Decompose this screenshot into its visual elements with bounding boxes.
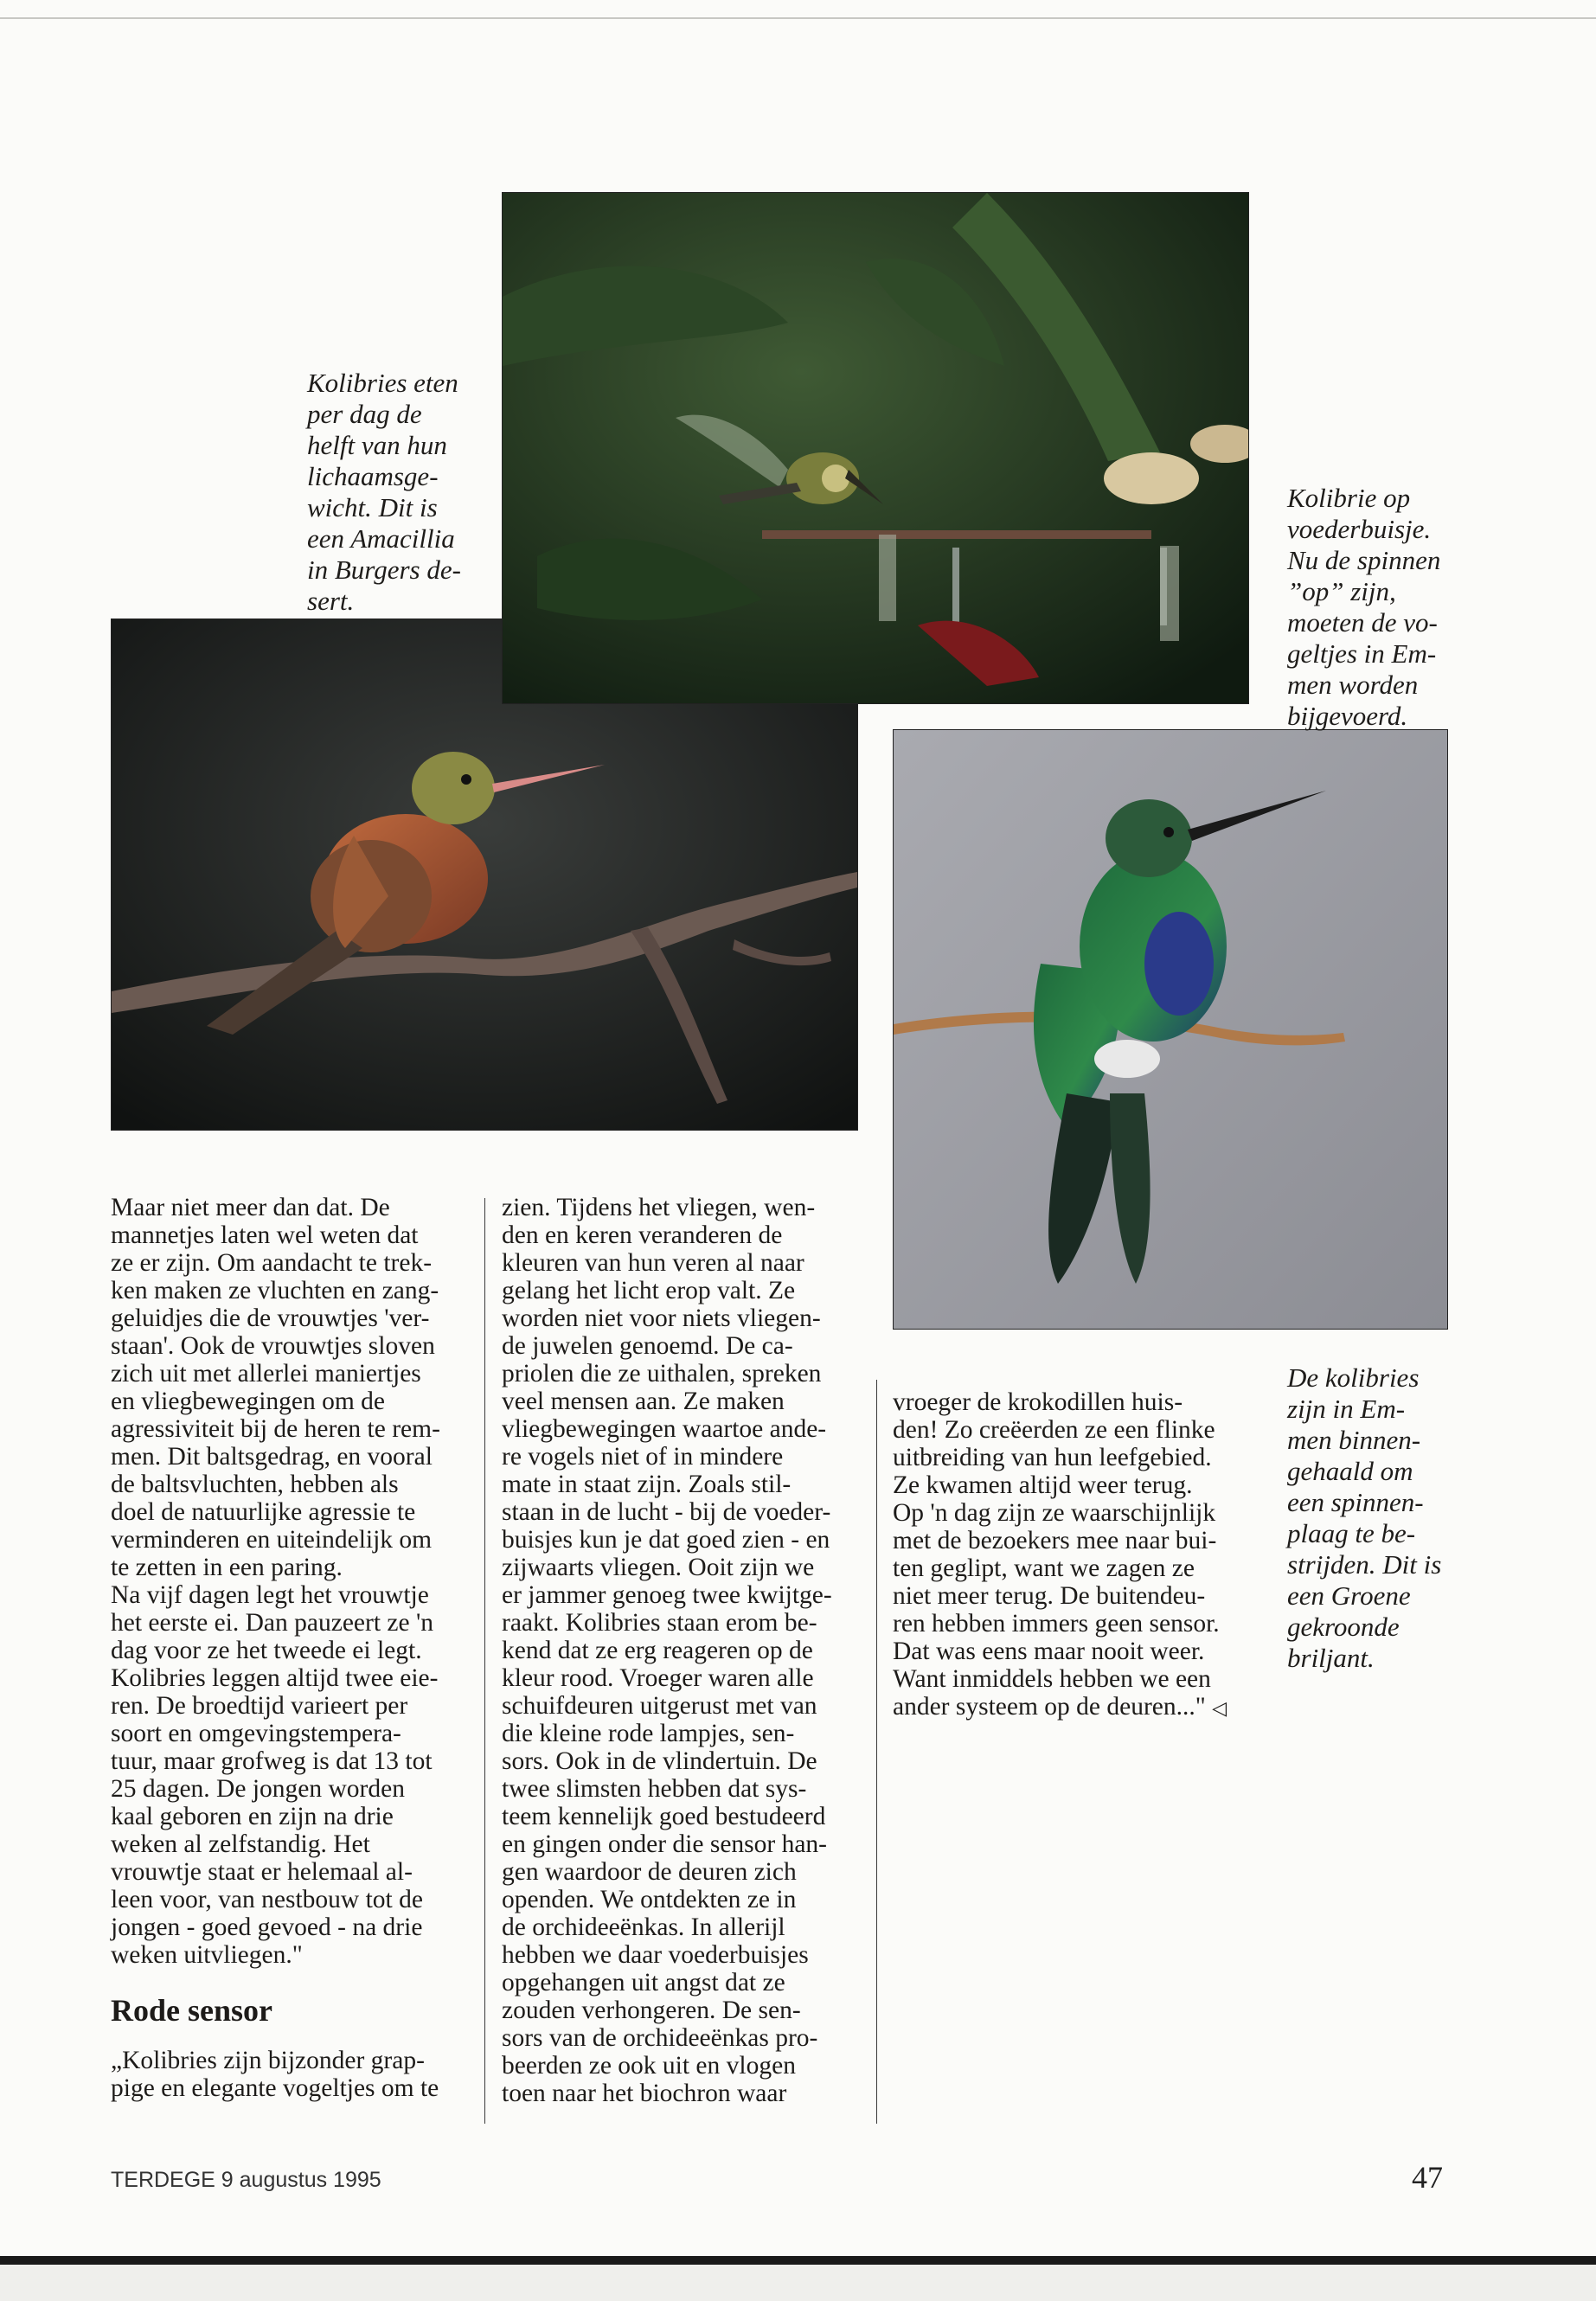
article-paragraph: „Kolibries zijn bijzonder grap- pige en elegante vogeltjes om te	[111, 2047, 439, 2102]
column-divider-1	[484, 1198, 485, 2124]
photo-green-crowned-brilliant	[893, 729, 1448, 1330]
article-paragraph: zien. Tijdens het vliegen, wen- den en keren veranderen de kleuren van hun veren al naar gelang het licht erop valt. Ze worden niet voor niets vliegen- de juwelen genoemd. De ca- priolen die ze uithalen, spreken veel mensen aan. Ze maken vliegbewegingen waartoe ande- re vogels niet of in mindere mate in staat zijn. Zoals stil- staan in de lucht - bij de voeder- buisjes kun je dat goed zien - en zijwaarts vliegen. Ooit zijn we er jammer genoeg twee kwijtge- raakt. Kolibries staan erom be- kend dat ze erg reageren op de kleur rood. Vroeger waren alle schuifdeuren uitgerust met van die kleine rode lampjes, sen- sors. Ook in de vlindertuin. De twee slimsten hebben dat sys- teem kennelijk goed bestudeerd en gingen onder die sensor han- gen waardoor de deuren zich openden. We ontdekten ze in de orchideeënkas. In allerijl hebben we daar voederbuisjes opgehangen uit angst dat ze zouden verhongeren. De sen- sors van de orchideeënkas pro- beerden ze ook uit en vlogen toen naar het biochron waar	[502, 1194, 832, 2107]
article-column-2	[502, 1194, 869, 2107]
section-heading: Rode sensor	[111, 1993, 272, 2028]
top-rule	[0, 17, 1596, 19]
article-column-1	[111, 1194, 474, 2102]
bottom-border	[0, 2256, 1596, 2265]
end-mark-icon: ◁	[1212, 1697, 1227, 1719]
photo-feeder-hummingbird	[502, 192, 1249, 704]
caption-green-brilliant: De kolibries zijn in Em- men binnen- gehaald om een spinnen- plaag te be- strijden. Dit is een Groene gekroonde briljant.	[1287, 1362, 1442, 1673]
article-paragraph: Maar niet meer dan dat. De mannetjes laten wel weten dat ze er zijn. Om aandacht te trek- ken maken ze vluchten en zang- geluidjes die de vrouwtjes 'ver- staan'. Ook de vrouwtjes sloven zich uit met allerlei maniertjes en vliegbewegingen om de agressiviteit bij de heren te rem- men. Dit baltsgedrag, en vooral de baltsvluchten, hebben als doel de natuurlijke agressie te verminderen en uiteindelijk om te zetten in een paring. Na vijf dagen legt het vrouwtje het eerste ei. Dan pauzeert ze 'n dag voor ze het tweede ei legt. Kolibries leggen altijd twee eie- ren. De broedtijd varieert per soort en omgevingstempera- tuur, maar grofweg is dat 13 tot 25 dagen. De jongen worden kaal geboren en zijn na drie weken al zelfstandig. Het vrouwtje staat er helemaal al- leen voor, van nestbouw tot de jongen - goed gevoed - na drie weken uitvliegen."	[111, 1194, 440, 1969]
article-paragraph	[893, 1388, 1273, 1722]
article-text: vroeger de krokodillen huis- den! Zo creëerden ze een flinke uitbreiding van hun leefgebied. Ze kwamen altijd weer terug. Op 'n dag zijn ze waarschijnlijk met de bezoekers mee naar bui- ten geglipt, want we zagen ze niet meer terug. De buitendeu- ren hebben immers geen sensor. Dat was eens maar nooit weer. Want inmiddels hebben we een ander systeem op de deuren..."	[893, 1388, 1220, 1721]
publication-footer: TERDEGE 9 augustus 1995	[111, 2168, 381, 2192]
caption-amazilia: Kolibries eten per dag de helft van hun lichaamsge- wicht. Dit is een Amacillia in Burgers de- sert.	[307, 368, 461, 616]
article-column-3	[893, 1388, 1273, 1722]
bottom-margin	[0, 2265, 1596, 2301]
caption-feeder: Kolibrie op voederbuisje. Nu de spinnen ”op” zijn, moeten de vo- geltjes in Em- men worden bijgevoerd.	[1287, 483, 1441, 731]
column-divider-2	[876, 1380, 877, 2124]
page-number: 47	[1412, 2160, 1443, 2195]
